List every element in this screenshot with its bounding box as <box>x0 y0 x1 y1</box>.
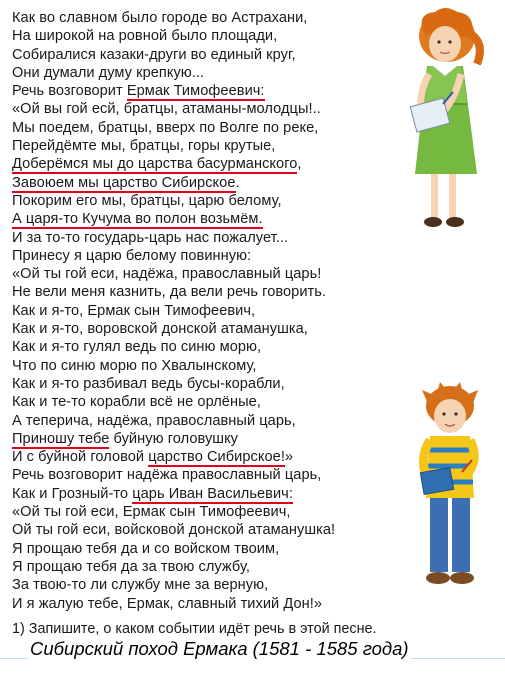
text-span: Как и Грозный-то <box>12 485 133 502</box>
poem-line <box>12 503 422 521</box>
poem-line <box>12 430 422 448</box>
underlined-phrase: царь Иван Васильевич: <box>132 485 293 502</box>
text-span: Речь возговорит <box>12 83 127 100</box>
poem-line <box>12 100 422 118</box>
text-span: , <box>297 156 302 173</box>
text-span: » <box>284 449 294 466</box>
text-span: И я жалую тебе, Ермак, славный тихий Дон!» <box>12 595 323 612</box>
poem-line <box>12 338 422 356</box>
underlined-phrase: Завоюем мы царство Сибирское <box>12 174 236 191</box>
text-span: буйную головушку <box>109 430 239 447</box>
poem-line <box>12 27 422 45</box>
underlined-phrase: Доберёмся мы до царства басурманского <box>12 156 298 173</box>
poem-line <box>12 485 422 503</box>
poem-line <box>12 412 422 430</box>
poem-line <box>12 302 422 320</box>
text-span: «Ой вы гой есй, братцы, атаманы-молодцы!.. <box>12 101 321 118</box>
text-span: На широкой на ровной было площади, <box>12 28 278 45</box>
text-span: Собиралися казаки-други во единый круг, <box>12 46 296 63</box>
poem-line <box>12 265 422 283</box>
text-span: Как и я-то, воровской донской атаманушка, <box>12 321 308 338</box>
underlined-phrase: А царя-то Кучума во полон возьмём. <box>12 211 263 228</box>
underlined-phrase: царство Сибирское! <box>148 449 285 466</box>
text-span: Как и те-то корабли всё не орлёные, <box>12 394 261 411</box>
text-span: Мы поедем, братцы, вверх по Волге по реке, <box>12 119 319 136</box>
underlined-phrase: Приношу тебе <box>12 430 110 447</box>
text-span: Как и я-то, Ермак сын Тимофеевич, <box>12 302 256 319</box>
poem-line <box>12 64 422 82</box>
poem-line <box>12 521 422 539</box>
poem-line <box>12 229 422 247</box>
poem-line <box>12 9 422 27</box>
poem-line <box>12 46 422 64</box>
poem-line <box>12 558 422 576</box>
text-span: Ой ты гой еси, войсковой донской атаманушка! <box>12 522 336 539</box>
poem-line <box>12 192 422 210</box>
poem-line <box>12 320 422 338</box>
poem-line <box>12 595 422 613</box>
text-span: Что по синю морю по Хвалынскому, <box>12 357 257 374</box>
poem-line <box>12 466 422 484</box>
poem-line <box>12 357 422 375</box>
text-span: За твою-то ли службу мне за верную, <box>12 577 269 594</box>
question-text: 1) Запишите, о каком событии идёт речь в этой песне. <box>12 621 377 637</box>
poem-line <box>12 540 422 558</box>
text-span: Я прощаю тебя да и со войском твоим, <box>12 540 280 557</box>
poem-line <box>12 82 422 100</box>
text-span: Принесу я царю белому повинную: <box>12 247 252 264</box>
text-span: Как и я-то разбивал ведь бусы-корабли, <box>12 375 285 392</box>
poem-line <box>12 283 422 301</box>
boy-writing-illustration <box>400 380 500 600</box>
caption-text: Сибирский поход Ермака (1581 - 1585 года) <box>30 638 409 659</box>
text-span: Речь возговорит надёжа православный царь, <box>12 467 322 484</box>
text-span: Я прощаю тебя да за твою службу, <box>12 558 250 575</box>
text-span: Как и я-то гулял ведь по синю морю, <box>12 339 262 356</box>
text-span: А теперича, надёжа, православный царь, <box>12 412 296 429</box>
text-span: Покорим его мы, братцы, царю белому, <box>12 192 282 209</box>
underlined-phrase: Ермак Тимофеевич: <box>126 83 265 100</box>
text-span: И за то-то государь-царь нас пожалует... <box>12 229 289 246</box>
text-span: Не вели меня казнить, да вели речь говорить. <box>12 284 327 301</box>
poem-line <box>12 375 422 393</box>
poem-line <box>12 576 422 594</box>
text-span: . <box>235 174 240 191</box>
poem-line <box>12 155 422 173</box>
text-span: Перейдёмте мы, братцы, горы крутые, <box>12 138 276 155</box>
poem-line <box>12 174 422 192</box>
poem-line <box>12 448 422 466</box>
text-span: «Ой ты гой еси, надёжа, православный царь! <box>12 266 322 283</box>
poem-line <box>12 210 422 228</box>
girl-writing-illustration <box>385 4 505 239</box>
poem-line <box>12 247 422 265</box>
poem-line <box>12 393 422 411</box>
text-span: Как во славном было городе во Астрахани, <box>12 10 308 26</box>
text-span: «Ой ты гой еси, Ермак сын Тимофеевич, <box>12 504 291 521</box>
text-span: Они думали думу крепкую... <box>12 64 205 81</box>
poem-text <box>12 9 422 613</box>
text-span: И с буйной головой <box>12 449 149 466</box>
poem-line <box>12 137 422 155</box>
poem-line <box>12 119 422 137</box>
